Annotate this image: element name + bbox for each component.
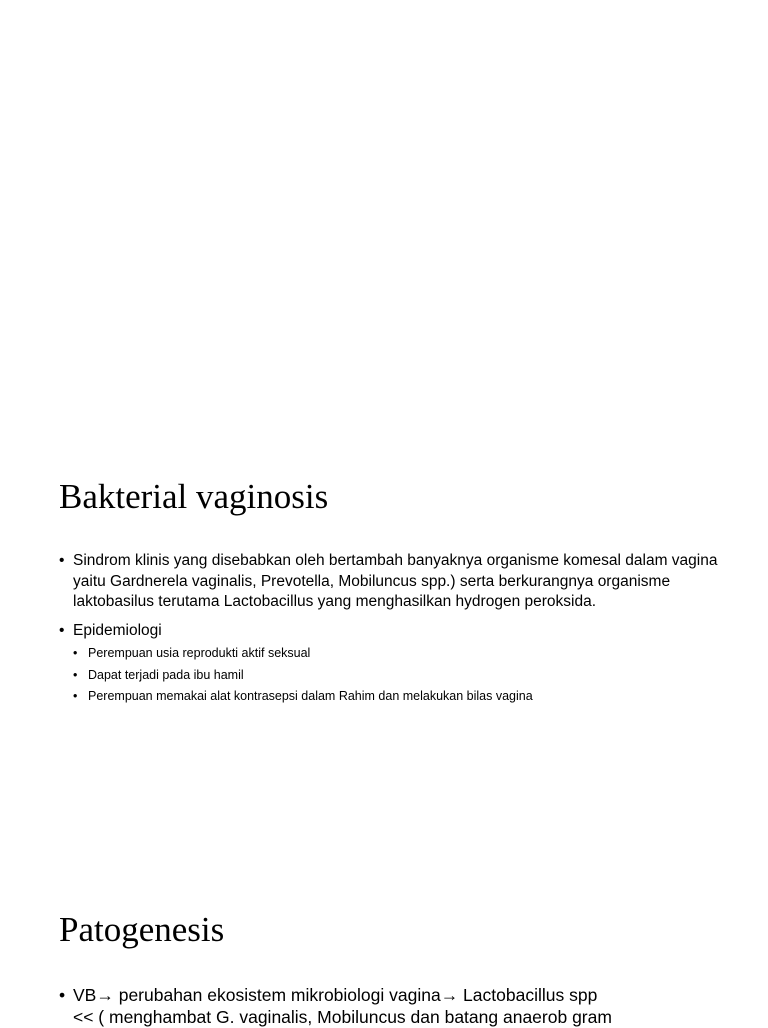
sub-bullet-item: [73, 665, 728, 687]
sub-bullet-text: Dapat terjadi pada ibu hamil: [88, 667, 244, 682]
bullet-item-definition: [59, 551, 728, 613]
bullet-list: [59, 984, 728, 1028]
bullet-item-epidemiologi: [59, 621, 728, 708]
sub-bullet-text: Perempuan usia reprodukti aktif seksual: [88, 646, 311, 660]
sub-bullet-list: [73, 643, 728, 708]
bullet-list: [59, 551, 728, 716]
slide-patogenesis: [0, 860, 768, 1027]
sub-bullet-item: [73, 643, 728, 665]
sub-bullet-text: Perempuan memakai alat kontrasepsi dalam Rahim dan melakukan bilas vagina: [88, 689, 533, 703]
sub-bullet-item: [73, 686, 728, 708]
slide-title: Patogenesis: [59, 910, 225, 949]
bullet-text-continued: << ( menghambat G. vaginalis, Mobiluncus dan batang anaerob gram: [73, 1007, 612, 1027]
slide-title: Bakterial vaginosis: [59, 477, 329, 516]
bullet-item-patogenesis: [59, 984, 728, 1028]
bullet-text: Epidemiologi: [73, 621, 162, 639]
bullet-text: Sindrom klinis yang disebabkan oleh bertambah banyaknya organisme komesal dalam vagina yaitu Gardnerela vaginalis, Prevotella, Mobiluncus spp.) serta berkurangnya organisme laktobasilus terutama Lactobacillus yang menghasilkan hydrogen peroksida.: [73, 552, 718, 610]
bullet-text: VB→ perubahan ekosistem mikrobiologi vagina→ Lactobacillus spp: [73, 985, 598, 1005]
